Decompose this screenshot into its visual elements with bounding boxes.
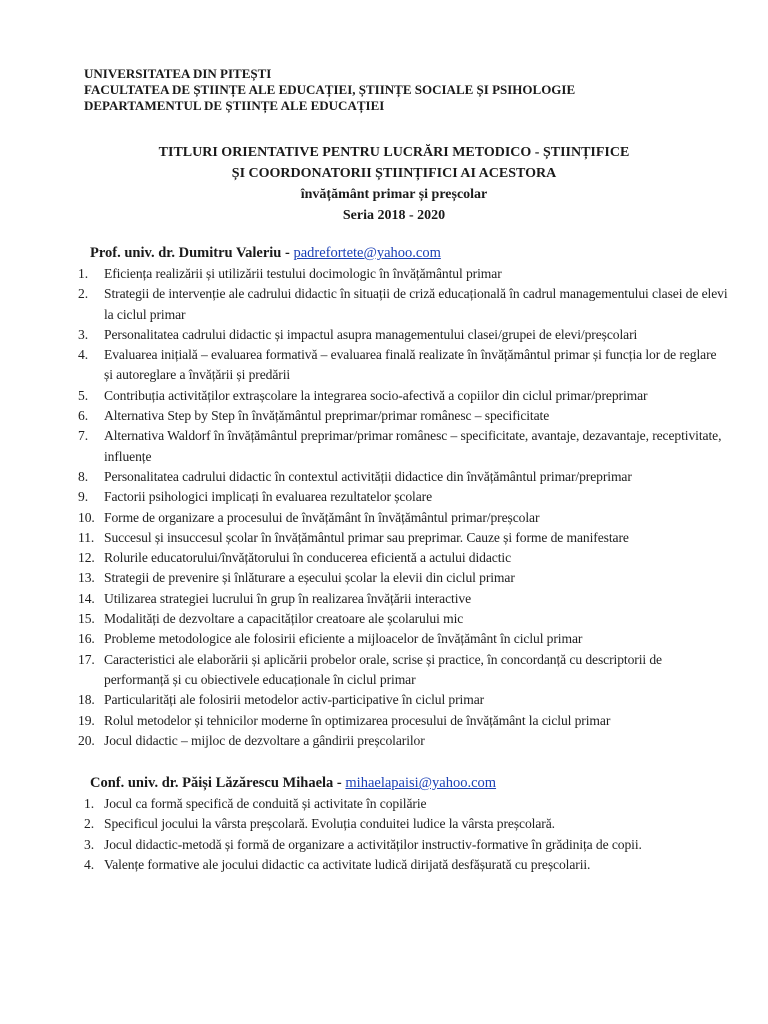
topic-item: [78, 264, 728, 284]
topic-text: Particularități ale folosirii metodelor activ-participative în ciclul primar: [104, 692, 485, 708]
topic-number: 9.: [78, 489, 88, 505]
document-subtitle: învățământ primar și preșcolar: [300, 187, 488, 202]
topic-item: [84, 814, 728, 834]
topic-text: Probleme metodologice ale folosirii eficiente a mijloacelor de învățământ în ciclul primar: [104, 631, 583, 647]
topic-item: [84, 855, 728, 875]
topic-number: 2.: [78, 286, 88, 302]
document-header: [84, 66, 728, 114]
topic-list: [84, 794, 728, 875]
topic-number: 3.: [78, 326, 88, 342]
topic-number: 12.: [78, 550, 95, 566]
topic-item: [84, 835, 728, 855]
coordinator-email-link[interactable]: padrefortete@yahoo.com: [293, 245, 441, 261]
topic-item: [78, 467, 728, 487]
topic-item: [78, 406, 728, 426]
document-title-line-1: TITLURI ORIENTATIVE PENTRU LUCRĂRI METODICO - ȘTIINȚIFICE: [158, 145, 630, 160]
topic-number: 1.: [84, 796, 94, 812]
topic-text: Specificul jocului la vârsta preșcolară. Evoluția conduitei ludice la vârsta preșcolară.: [104, 816, 555, 832]
topic-text: Contribuția activităților extrașcolare la integrarea socio-afectivă a copiilor din ciclul primar/preprimar: [104, 387, 648, 403]
coordinator-name: Conf. univ. dr. Păiși Lăzărescu Mihaela -: [90, 775, 346, 792]
topic-item: [78, 426, 728, 467]
topic-text: Rolurile educatorului/învățătorului în conducerea eficientă a actului didactic: [104, 550, 512, 566]
coordinator-heading: [90, 243, 728, 263]
topic-item: [78, 345, 728, 386]
topic-text: Strategii de intervenție ale cadrului didactic în situații de criză educațională în cadrul managementului clasei de elevi la ciclul primar: [104, 286, 728, 322]
topic-number: 19.: [78, 712, 95, 728]
topic-text: Jocul didactic – mijloc de dezvoltare a gândirii preșcolarilor: [104, 732, 425, 748]
topic-item: [78, 629, 728, 649]
topic-text: Alternativa Waldorf în învățământul preprimar/primar românesc – specificitate, avantaje, dezavantaje, receptivitate, influențe: [104, 428, 722, 464]
topic-text: Strategii de prevenire și înlăturare a eșecului școlar la elevii din ciclul primar: [104, 570, 515, 586]
faculty-name: FACULTATEA DE ȘTIINȚE ALE EDUCAȚIEI, ȘTIINȚE SOCIALE ȘI PSIHOLOGIE: [84, 82, 576, 97]
topic-item: [78, 609, 728, 629]
topic-text: Personalitatea cadrului didactic și impactul asupra managementului clasei/grupei de elevi/preșcolari: [104, 326, 638, 342]
topic-item: [78, 386, 728, 406]
topic-item: [78, 325, 728, 345]
topic-number: 15.: [78, 611, 95, 627]
topic-text: Jocul ca formă specifică de conduită și activitate în copilărie: [104, 796, 427, 812]
document-title-block: [84, 142, 728, 226]
topic-number: 20.: [78, 732, 95, 748]
topic-list: [78, 264, 728, 751]
university-name: UNIVERSITATEA DIN PITEȘTI: [84, 66, 272, 81]
topic-text: Evaluarea inițială – evaluarea formativă – evaluarea finală realizate în învățământul primar și funcția lor de reglare și autoreglare a învățării și predării: [104, 347, 717, 383]
topic-number: 11.: [78, 529, 95, 545]
topic-item: [78, 528, 728, 548]
topic-number: 7.: [78, 428, 88, 444]
topic-item: [84, 794, 728, 814]
topic-item: [78, 284, 728, 325]
topic-text: Forme de organizare a procesului de învățământ în învățământul primar/preșcolar: [104, 509, 540, 525]
topic-number: 13.: [78, 570, 95, 586]
topic-item: [78, 568, 728, 588]
topic-number: 18.: [78, 692, 95, 708]
topic-text: Utilizarea strategiei lucrului în grup în realizarea învățării interactive: [104, 590, 472, 606]
topic-number: 1.: [78, 266, 88, 281]
topic-number: 14.: [78, 590, 95, 606]
department-name: DEPARTAMENTUL DE ȘTIINȚE ALE EDUCAȚIEI: [84, 98, 385, 113]
document-series: Seria 2018 - 2020: [342, 208, 446, 223]
topic-item: [78, 711, 728, 731]
topic-number: 3.: [84, 836, 94, 852]
topic-number: 6.: [78, 408, 88, 424]
topic-item: [78, 508, 728, 528]
topic-number: 17.: [78, 651, 95, 667]
topic-number: 2.: [84, 816, 94, 832]
topic-text: Succesul și insuccesul școlar în învățământul primar sau preprimar. Cauze și forme de manifestare: [104, 529, 629, 545]
topic-number: 10.: [78, 509, 95, 525]
topic-item: [78, 548, 728, 568]
topic-text: Factorii psihologici implicați în evaluarea rezultatelor școlare: [104, 489, 433, 505]
topic-text: Caracteristici ale elaborării și aplicării probelor orale, scrise și practice, în concordanță cu descriptorii de performanță și cu obiectivele educaționale în ciclul primar: [104, 651, 662, 687]
topic-item: [78, 690, 728, 710]
topic-text: Modalități de dezvoltare a capacităților creatoare ale școlarului mic: [104, 611, 464, 627]
coordinator-name: Prof. univ. dr. Dumitru Valeriu -: [90, 245, 294, 261]
topic-text: Personalitatea cadrului didactic în contextul activității didactice din învățământul primar/preprimar: [104, 468, 632, 484]
topic-item: [78, 589, 728, 609]
topic-text: Valențe formative ale jocului didactic ca activitate ludică dirijată desfășurată cu preșcolarii.: [104, 857, 591, 873]
topic-text: Eficiența realizării și utilizării testului docimologic în învățământul primar: [104, 266, 502, 281]
coordinator-heading: [90, 773, 728, 793]
topic-text: Jocul didactic-metodă și formă de organizare a activităților instructiv-formative în grădinița de copii.: [104, 836, 642, 852]
topic-text: Alternativa Step by Step în învățământul preprimar/primar românesc – specificitate: [104, 408, 550, 424]
coordinator-email-link[interactable]: mihaelapaisi@yahoo.com: [345, 775, 497, 792]
topic-item: [78, 487, 728, 507]
topic-number: 16.: [78, 631, 95, 647]
topic-number: 4.: [78, 347, 88, 363]
topic-number: 8.: [78, 468, 88, 484]
topic-item: [78, 650, 728, 691]
topic-number: 4.: [84, 857, 94, 873]
topic-item: [78, 731, 728, 751]
topic-text: Rolul metodelor și tehnicilor moderne în optimizarea procesului de învățământ la ciclul primar: [104, 712, 611, 728]
document-title-line-2: ȘI COORDONATORII ȘTIINȚIFICI AI ACESTORA: [231, 166, 557, 181]
topic-number: 5.: [78, 387, 88, 403]
